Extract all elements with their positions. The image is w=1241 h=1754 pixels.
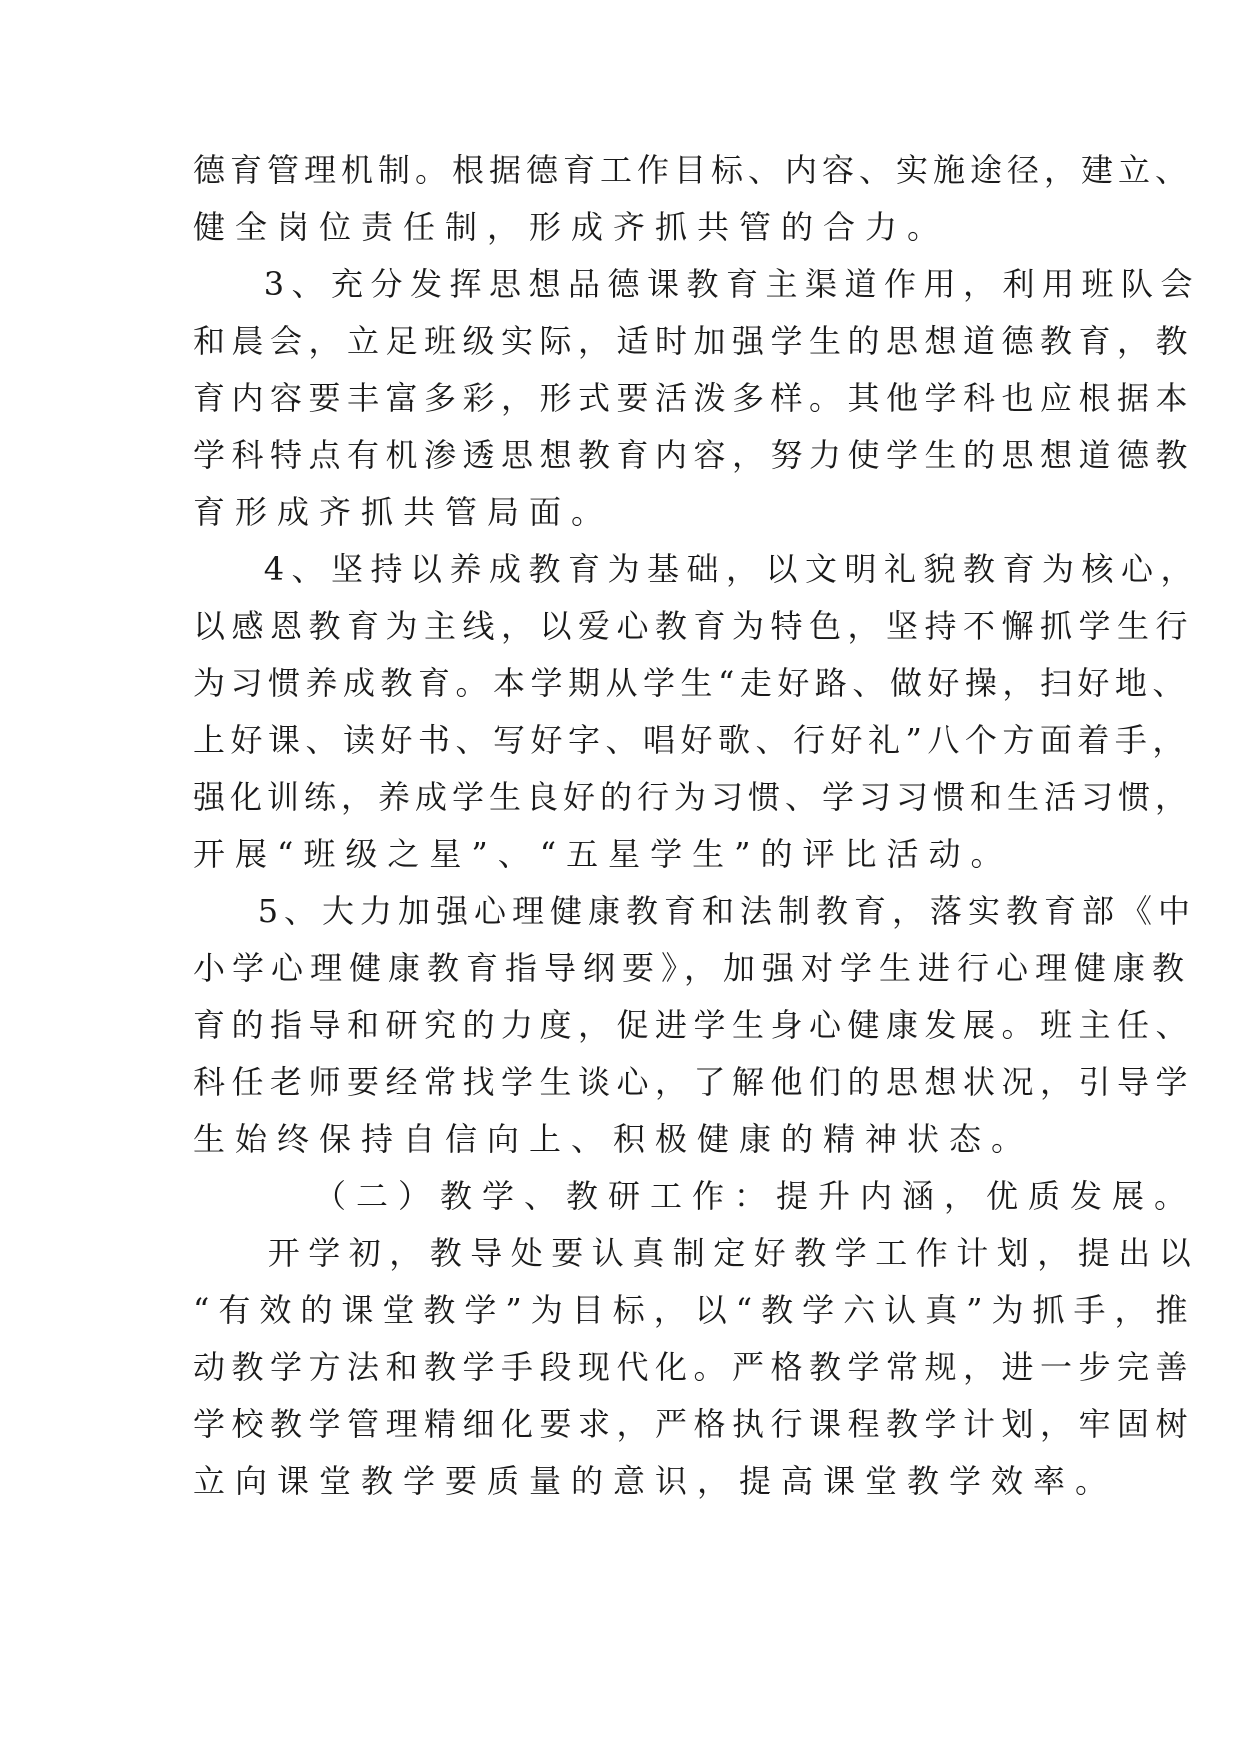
text-line: 以感恩教育为主线，以爱心教育为特色，坚持不懈抓学生行 xyxy=(193,607,1195,645)
text-line: 上好课、读好书、写好字、唱好歌、行好礼”八个方面着手， xyxy=(193,721,1190,759)
text-line: 开展“班级之星”、“五星学生”的评比活动。 xyxy=(193,835,1013,873)
text-line: 育的指导和研究的力度，促进学生身心健康发展。班主任、 xyxy=(193,1006,1195,1044)
text-line: 立向课堂教学要质量的意识，提高课堂教学效率。 xyxy=(193,1462,1118,1500)
text-line: 育形成齐抓共管局面。 xyxy=(193,493,614,531)
text-line: “有效的课堂教学”为目标，以“教学六认真”为抓手，推 xyxy=(193,1291,1197,1329)
text-line: 学科特点有机渗透思想教育内容，努力使学生的思想道德教 xyxy=(193,436,1195,474)
text-line: 生始终保持自信向上、积极健康的精神状态。 xyxy=(193,1120,1034,1158)
text-line: 健全岗位责任制，形成齐抓共管的合力。 xyxy=(193,208,950,246)
section-heading: （二）教学、教研工作：提升内涵，优质发展。 xyxy=(193,1177,1197,1215)
text-line: 德育管理机制。根据德育工作目标、内容、实施途径，建立、 xyxy=(193,151,1193,189)
paragraph-4-start: 4、坚持以养成教育为基础，以文明礼貌教育为核心， xyxy=(193,550,1201,588)
text-line: 强化训练，养成学生良好的行为习惯、学习习惯和生活习惯， xyxy=(193,778,1193,816)
text-line: 科任老师要经常找学生谈心，了解他们的思想状况，引导学 xyxy=(193,1063,1195,1101)
text-line: 动教学方法和教学手段现代化。严格教学常规，进一步完善 xyxy=(193,1348,1195,1386)
text-line: 学校教学管理精细化要求，严格执行课程教学计划，牢固树 xyxy=(193,1405,1195,1443)
text-line: 育内容要丰富多彩，形式要活泼多样。其他学科也应根据本 xyxy=(193,379,1195,417)
text-line: 小学心理健康教育指导纲要》，加强对学生进行心理健康教 xyxy=(193,949,1192,987)
paragraph-3-start: 3、充分发挥思想品德课教育主渠道作用，利用班队会 xyxy=(193,265,1201,303)
text-line: 为习惯养成教育。本学期从学生“走好路、做好操，扫好地、 xyxy=(193,664,1190,702)
text-line: 和晨会，立足班级实际，适时加强学生的思想道德教育，教 xyxy=(193,322,1195,360)
paragraph-5-start: 5、大力加强心理健康教育和法制教育，落实教育部《中 xyxy=(193,892,1197,930)
paragraph-teaching-start: 开学初，教导处要认真制定好教学工作计划，提出以 xyxy=(193,1234,1200,1272)
